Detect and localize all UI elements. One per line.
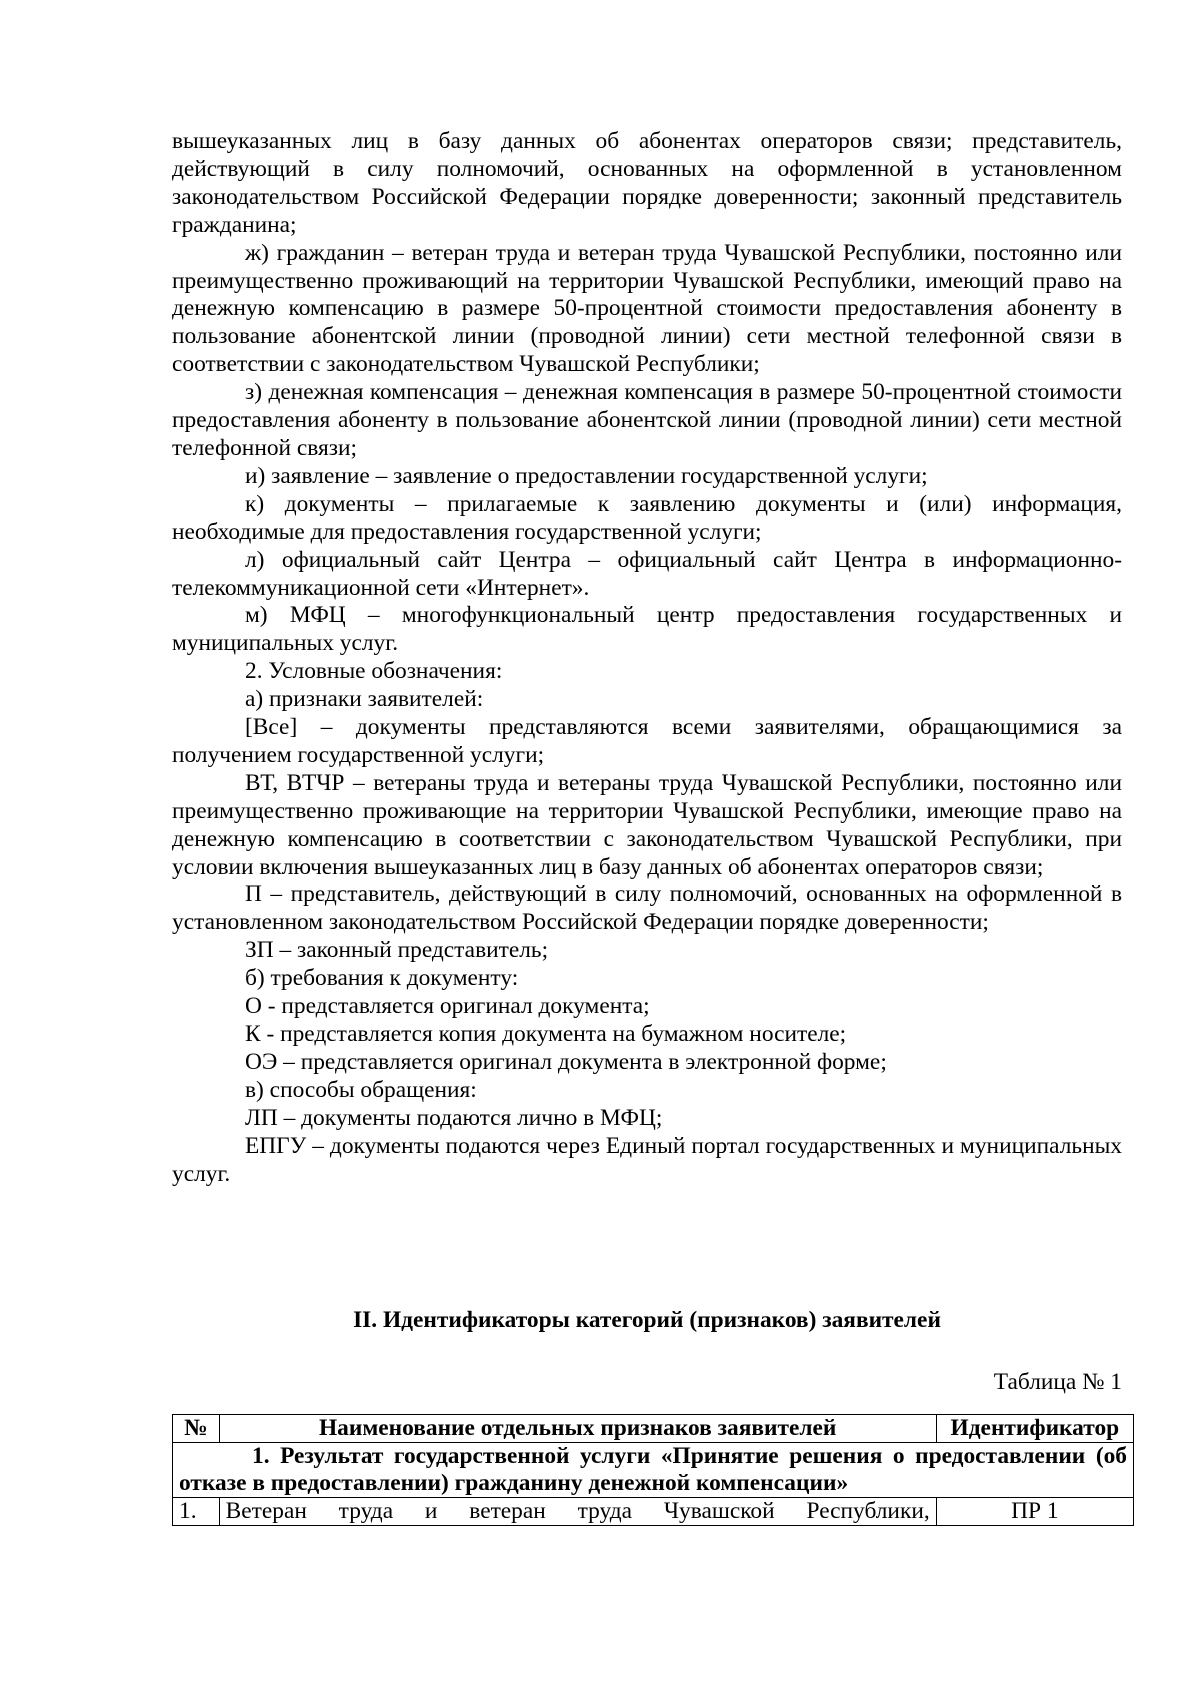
section-row-cell: 1. Результат государственной услуги «Принятие решения о предоставлении (об отказе в предоставлении) гражданину денежной компенсации»: [173, 1443, 1134, 1498]
paragraph-3: и) заявление – заявление о предоставлении государственной услуги;: [245, 462, 928, 489]
row-name: Ветеран труда и ветеран труда Чувашской Республики,: [219, 1498, 936, 1526]
applicant-categories-table: [172, 1414, 1134, 1526]
paragraph-16: ОЭ – представляется оригинал документа в электронной форме;: [245, 1048, 887, 1075]
document-body: [172, 128, 1122, 1188]
header-number: №: [173, 1415, 220, 1443]
section-title: II. Идентификаторы категорий (признаков) заявителей: [353, 1307, 941, 1333]
paragraph-4: к) документы – прилагаемые к заявлению документы и (или) информация, необходимые для предоставления государственной услуги;: [172, 490, 1122, 545]
table-row: [173, 1498, 1134, 1526]
header-identifier: Идентификатор: [936, 1415, 1133, 1443]
paragraph-7: 2. Условные обозначения:: [245, 658, 503, 685]
paragraph-8: а) признаки заявителей:: [245, 686, 484, 713]
paragraph-11: П – представитель, действующий в силу полномочий, основанных на оформленной в установленном законодательством Российской Федерации порядке доверенности;: [172, 881, 1122, 936]
paragraph-12: ЗП – законный представитель;: [245, 937, 549, 964]
paragraph-13: б) требования к документу:: [245, 965, 519, 992]
paragraph-14: О - представляется оригинал документа;: [245, 993, 650, 1020]
paragraph-9: [Все] – документы представляются всеми заявителями, обращающимися за получением государственной услуги;: [172, 714, 1122, 768]
row-identifier: ПР 1: [936, 1498, 1133, 1526]
paragraph-17: в) способы обращения:: [245, 1076, 477, 1103]
paragraph-6: м) МФЦ – многофункциональный центр предоставления государственных и муниципальных услуг.: [172, 602, 1122, 657]
paragraph-5: л) официальный сайт Центра – официальный сайт Центра в информационно-телекоммуникационной сети «Интернет».: [172, 546, 1122, 601]
paragraph-15: К - представляется копия документа на бумажном носителе;: [245, 1021, 847, 1047]
header-name: Наименование отдельных признаков заявителей: [219, 1415, 936, 1443]
table-label: Таблица № 1: [993, 1369, 1122, 1395]
paragraph-10: ВТ, ВТЧР – ветераны труда и ветераны труда Чувашской Республики, постоянно или преимущественно проживающие на территории Чувашской Республики, имеющие право на денежную компенсацию в соответствии с законодательством Чувашской Республики, при условии включения вышеуказанных лиц в базу данных об абонентах операторов связи;: [172, 769, 1122, 880]
paragraph-19: ЕПГУ – документы подаются через Единый портал государственных и муниципальных услуг.: [172, 1132, 1122, 1187]
table-section-row: [173, 1443, 1134, 1498]
table-header-row: [173, 1415, 1134, 1443]
paragraph-18: ЛП – документы подаются лично в МФЦ;: [245, 1104, 663, 1131]
paragraph-2: з) денежная компенсация – денежная компенсация в размере 50-процентной стоимости предоставления абоненту в пользование абонентской линии (проводной линии) сети местной телефонной связи;: [172, 379, 1122, 461]
paragraph-0: вышеуказанных лиц в базу данных об абонентах операторов связи; представитель, действующий в силу полномочий, основанных на оформленной в установленном законодательством Российской Федерации порядке доверенности; законный представитель гражданина;: [172, 128, 1122, 238]
paragraph-1: ж) гражданин – ветеран труда и ветеран труда Чувашской Республики, постоянно или преимущественно проживающий на территории Чувашской Республики, имеющий право на денежную компенсацию в размере 50-процентной стоимости предоставления абоненту в пользование абонентской линии (проводной линии) сети местной телефонной связи в соответствии с законодательством Чувашской Республики;: [172, 239, 1122, 378]
row-number: 1.: [173, 1498, 220, 1526]
